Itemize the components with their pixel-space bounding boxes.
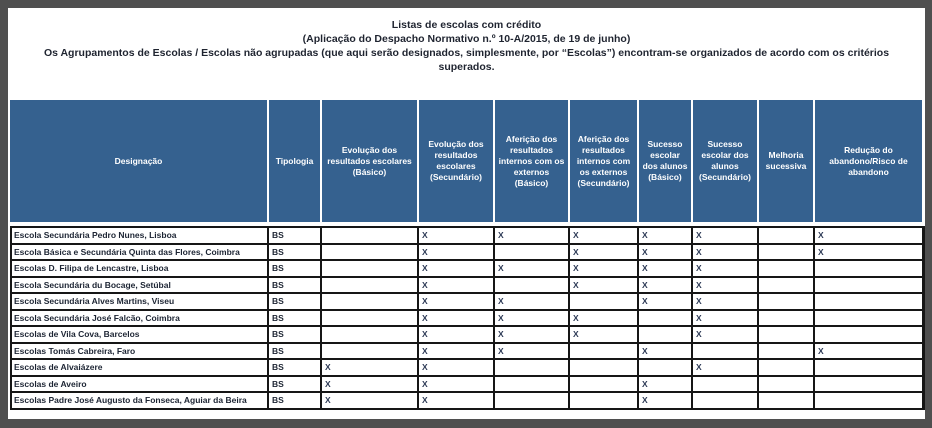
criterion-empty-cell — [494, 359, 569, 376]
criterion-mark-cell: X — [638, 244, 692, 261]
criterion-empty-cell — [569, 359, 638, 376]
criterion-empty-cell — [758, 310, 814, 327]
criterion-empty-cell — [758, 227, 814, 244]
criterion-mark-cell: X — [494, 310, 569, 327]
school-name-cell: Escola Secundária Alves Martins, Viseu — [11, 293, 268, 310]
criterion-empty-cell — [758, 343, 814, 360]
document-page — [8, 8, 925, 419]
criterion-empty-cell — [494, 244, 569, 261]
criterion-mark-cell: X — [494, 227, 569, 244]
criterion-mark-cell: X — [494, 260, 569, 277]
criterion-mark-cell: X — [638, 392, 692, 409]
criterion-empty-cell — [758, 293, 814, 310]
criterion-mark-cell: X — [321, 376, 418, 393]
criterion-mark-cell: X — [418, 244, 494, 261]
criterion-empty-cell — [494, 277, 569, 294]
column-header: Aferição dos resultados internos com os externos (Básico) — [493, 100, 568, 222]
document-intro-text: Os Agrupamentos de Escolas / Escolas não agrupadas (que aqui serão designados, simplesmente, por “Escolas”) encontram-se organizados de acordo com os critérios superados. — [43, 47, 890, 73]
column-header: Evolução dos resultados escolares (Básico) — [320, 100, 417, 222]
criterion-empty-cell — [321, 244, 418, 261]
criterion-mark-cell: X — [692, 260, 758, 277]
criterion-empty-cell — [692, 376, 758, 393]
criterion-mark-cell: X — [494, 293, 569, 310]
criterion-empty-cell — [814, 326, 923, 343]
table-row — [11, 343, 923, 360]
schools-table — [10, 226, 925, 410]
criterion-empty-cell — [321, 343, 418, 360]
criterion-mark-cell: X — [692, 326, 758, 343]
criterion-empty-cell — [321, 310, 418, 327]
table-row — [11, 260, 923, 277]
criterion-empty-cell — [814, 359, 923, 376]
criterion-empty-cell — [758, 392, 814, 409]
criterion-mark-cell: X — [569, 260, 638, 277]
criterion-empty-cell — [814, 392, 923, 409]
criterion-mark-cell: X — [569, 310, 638, 327]
table-row — [11, 392, 923, 409]
criterion-empty-cell — [569, 293, 638, 310]
criterion-mark-cell: X — [494, 343, 569, 360]
table-row — [11, 293, 923, 310]
criterion-mark-cell: X — [418, 277, 494, 294]
school-name-cell: Escolas de Alvaiázere — [11, 359, 268, 376]
criterion-mark-cell: X — [814, 227, 923, 244]
criterion-empty-cell — [569, 392, 638, 409]
table-row — [11, 244, 923, 261]
criterion-mark-cell: X — [418, 310, 494, 327]
criterion-empty-cell — [814, 293, 923, 310]
school-name-cell: Escolas de Aveiro — [11, 376, 268, 393]
table-header-row — [10, 100, 922, 222]
criterion-empty-cell — [758, 260, 814, 277]
criterion-mark-cell: X — [692, 227, 758, 244]
criterion-mark-cell: X — [814, 244, 923, 261]
criterion-empty-cell — [321, 227, 418, 244]
table-row — [11, 376, 923, 393]
column-header: Aferição dos resultados internos com os externos (Secundário) — [568, 100, 637, 222]
document-subtitle: (Aplicação do Despacho Normativo n.º 10-A/2015, de 19 de junho) — [302, 33, 631, 45]
column-header: Designação — [114, 155, 163, 166]
tipologia-cell: BS — [268, 359, 321, 376]
criterion-mark-cell: X — [569, 277, 638, 294]
criterion-mark-cell: X — [569, 227, 638, 244]
column-header: Redução do abandono/Risco de abandono — [813, 100, 922, 222]
criterion-empty-cell — [814, 376, 923, 393]
criterion-mark-cell: X — [321, 392, 418, 409]
criterion-mark-cell: X — [569, 326, 638, 343]
table-row — [11, 326, 923, 343]
criterion-mark-cell: X — [638, 343, 692, 360]
criterion-mark-cell: X — [692, 310, 758, 327]
criterion-mark-cell: X — [418, 293, 494, 310]
tipologia-cell: BS — [268, 227, 321, 244]
criterion-mark-cell: X — [638, 277, 692, 294]
criterion-empty-cell — [321, 293, 418, 310]
criterion-mark-cell: X — [638, 376, 692, 393]
column-header: Sucesso escolar dos alunos (Secundário) — [691, 100, 757, 222]
tipologia-cell: BS — [268, 244, 321, 261]
criterion-mark-cell: X — [692, 293, 758, 310]
table-row — [11, 277, 923, 294]
criterion-empty-cell — [569, 343, 638, 360]
criterion-mark-cell: X — [418, 343, 494, 360]
criterion-empty-cell — [814, 277, 923, 294]
criterion-mark-cell: X — [638, 227, 692, 244]
criterion-mark-cell: X — [638, 260, 692, 277]
table-row — [11, 310, 923, 327]
school-name-cell: Escolas Padre José Augusto da Fonseca, Aguiar da Beira — [11, 392, 268, 409]
criterion-mark-cell: X — [814, 343, 923, 360]
criterion-empty-cell — [758, 244, 814, 261]
tipologia-cell: BS — [268, 326, 321, 343]
schools-table-wrap — [10, 226, 922, 410]
school-name-cell: Escolas Tomás Cabreira, Faro — [11, 343, 268, 360]
criterion-mark-cell: X — [494, 326, 569, 343]
tipologia-cell: BS — [268, 277, 321, 294]
criterion-empty-cell — [758, 376, 814, 393]
criterion-mark-cell: X — [418, 326, 494, 343]
school-name-cell: Escolas de Vila Cova, Barcelos — [11, 326, 268, 343]
criterion-empty-cell — [814, 260, 923, 277]
criterion-empty-cell — [321, 326, 418, 343]
criterion-empty-cell — [692, 392, 758, 409]
criterion-mark-cell: X — [418, 376, 494, 393]
tipologia-cell: BS — [268, 310, 321, 327]
school-name-cell: Escola Secundária José Falcão, Coimbra — [11, 310, 268, 327]
criterion-mark-cell: X — [569, 244, 638, 261]
criterion-empty-cell — [494, 376, 569, 393]
criterion-empty-cell — [758, 359, 814, 376]
criterion-mark-cell: X — [321, 359, 418, 376]
tipologia-cell: BS — [268, 293, 321, 310]
criterion-mark-cell: X — [418, 260, 494, 277]
criterion-mark-cell: X — [638, 293, 692, 310]
criterion-mark-cell: X — [418, 392, 494, 409]
criterion-empty-cell — [814, 310, 923, 327]
criterion-empty-cell — [494, 392, 569, 409]
tipologia-cell: BS — [268, 376, 321, 393]
school-name-cell: Escola Secundária du Bocage, Setúbal — [11, 277, 268, 294]
criterion-mark-cell: X — [418, 227, 494, 244]
criterion-empty-cell — [758, 326, 814, 343]
criterion-empty-cell — [321, 260, 418, 277]
column-header: Evolução dos resultados escolares (Secundário) — [417, 100, 493, 222]
criterion-empty-cell — [638, 326, 692, 343]
column-header: Melhoria sucessiva — [757, 100, 813, 222]
tipologia-cell: BS — [268, 260, 321, 277]
criterion-mark-cell: X — [692, 244, 758, 261]
school-name-cell: Escolas D. Filipa de Lencastre, Lisboa — [11, 260, 268, 277]
document-title: Listas de escolas com crédito — [391, 19, 542, 31]
criterion-empty-cell — [692, 343, 758, 360]
criterion-empty-cell — [569, 376, 638, 393]
criterion-empty-cell — [638, 310, 692, 327]
tipologia-cell: BS — [268, 392, 321, 409]
column-header: Tipologia — [267, 100, 320, 222]
criterion-mark-cell: X — [692, 277, 758, 294]
tipologia-cell: BS — [268, 343, 321, 360]
criterion-empty-cell — [321, 277, 418, 294]
column-header: Sucesso escolar dos alunos (Básico) — [637, 100, 691, 222]
criterion-empty-cell — [758, 277, 814, 294]
school-name-cell: Escola Básica e Secundária Quinta das Flores, Coimbra — [11, 244, 268, 261]
document-title-block — [8, 18, 925, 74]
table-row — [11, 227, 923, 244]
table-body — [11, 227, 923, 409]
table-row — [11, 359, 923, 376]
criterion-mark-cell: X — [418, 359, 494, 376]
criterion-empty-cell — [638, 359, 692, 376]
school-name-cell: Escola Secundária Pedro Nunes, Lisboa — [11, 227, 268, 244]
criterion-mark-cell: X — [692, 359, 758, 376]
